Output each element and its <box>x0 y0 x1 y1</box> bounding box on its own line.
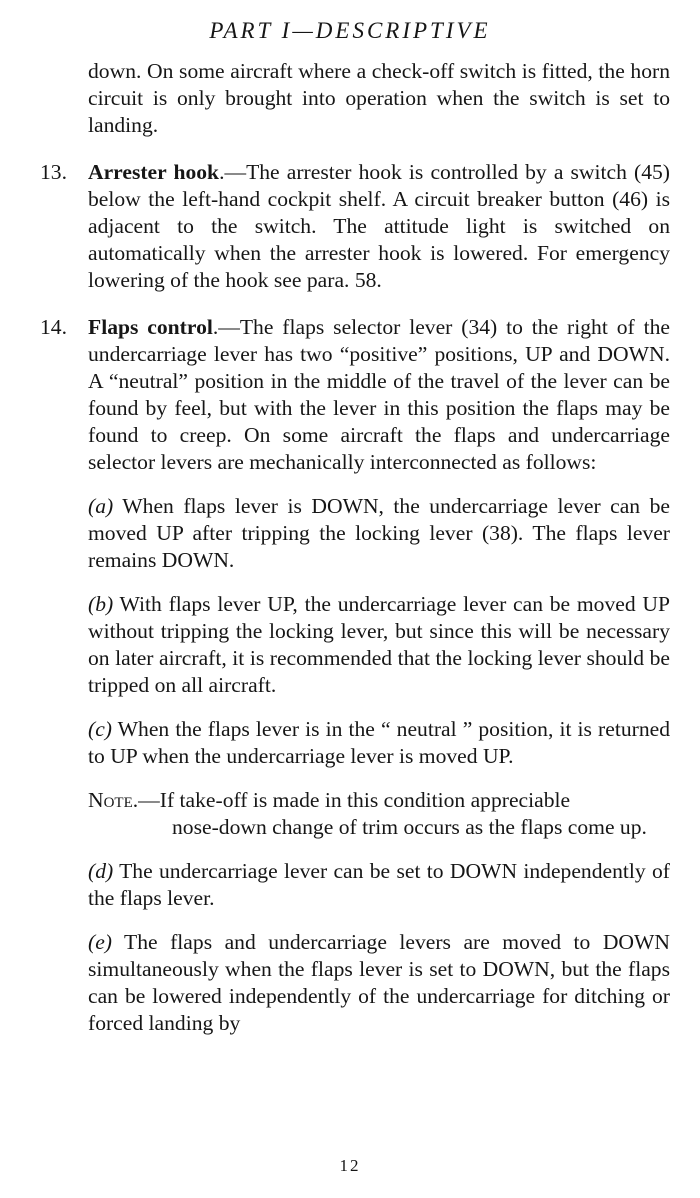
body-text <box>40 58 671 1037</box>
sub-item-text: The flaps and undercarriage levers are moved to DOWN simultaneously when the flaps lever is set to DOWN, but the flaps can be lowered independently of the undercarriage for ditching or forced landing by <box>88 930 670 1035</box>
note-label: Note <box>88 788 133 812</box>
sub-item-label: (d) <box>88 859 114 883</box>
paragraph-title: Flaps control <box>88 315 213 339</box>
note-continuation: nose-down change of trim occurs as the flaps come up. <box>172 815 647 839</box>
sub-item-text: When flaps lever is DOWN, the undercarriage lever can be moved UP after tripping the locking lever (38). The flaps lever remains DOWN. <box>88 494 670 572</box>
sub-item-label: (e) <box>88 930 112 954</box>
page-header: PART I—DESCRIPTIVE <box>209 18 491 43</box>
paragraph-title: Arrester hook <box>88 160 220 184</box>
sub-item-label: (c) <box>88 717 112 741</box>
sub-item-text: With flaps lever UP, the undercarriage lever can be moved UP without tripping the locking lever, but since this will be necessary on later aircraft, it is recommended that the locking lever should be tripped on all aircraft. <box>88 592 670 697</box>
note-first-text: .—If take-off is made in this condition appreciable <box>132 788 571 812</box>
paragraph-number: 13. <box>40 160 67 184</box>
continuation-paragraph: down. On some aircraft where a check-off switch is fitted, the horn circuit is only brought into operation when the switch is set to landing. <box>88 59 670 137</box>
paragraph-14 <box>40 314 670 476</box>
sub-item-e <box>88 929 670 1037</box>
sub-item-text: When the flaps lever is in the “ neutral ” position, it is returned to UP when the undercarriage lever is moved UP. <box>88 717 670 768</box>
sub-item-c <box>88 716 670 770</box>
paragraph-body: .—The flaps selector lever (34) to the right of the undercarriage lever has two “positive” positions, UP and DOWN. A “neutral” position in the middle of the travel of the lever can be found by feel, but with the lever in this position the flaps may be found to creep. On some aircraft the flaps and undercarriage selector levers are mechanically interconnected as follows: <box>88 315 670 474</box>
paragraph-13 <box>40 159 671 294</box>
sub-item-d <box>88 858 670 912</box>
paragraph-body: .—The arrester hook is controlled by a switch (45) below the left-hand cockpit shelf. A circuit breaker button (46) is adjacent to the switch. The attitude light is switched on automatically when the arrester hook is lowered. For emergency lowering of the hook see para. 58. <box>88 160 671 292</box>
sub-item-label: (b) <box>88 592 114 616</box>
page-number: 12 <box>339 1156 361 1175</box>
sub-item-text: The undercarriage lever can be set to DOWN independently of the flaps lever. <box>88 859 670 910</box>
sub-item-label: (a) <box>88 494 114 518</box>
note <box>88 787 670 841</box>
sub-item-b <box>88 591 670 699</box>
paragraph-number: 14. <box>40 315 67 339</box>
note-first-line <box>88 787 670 814</box>
sub-item-a <box>88 493 670 574</box>
